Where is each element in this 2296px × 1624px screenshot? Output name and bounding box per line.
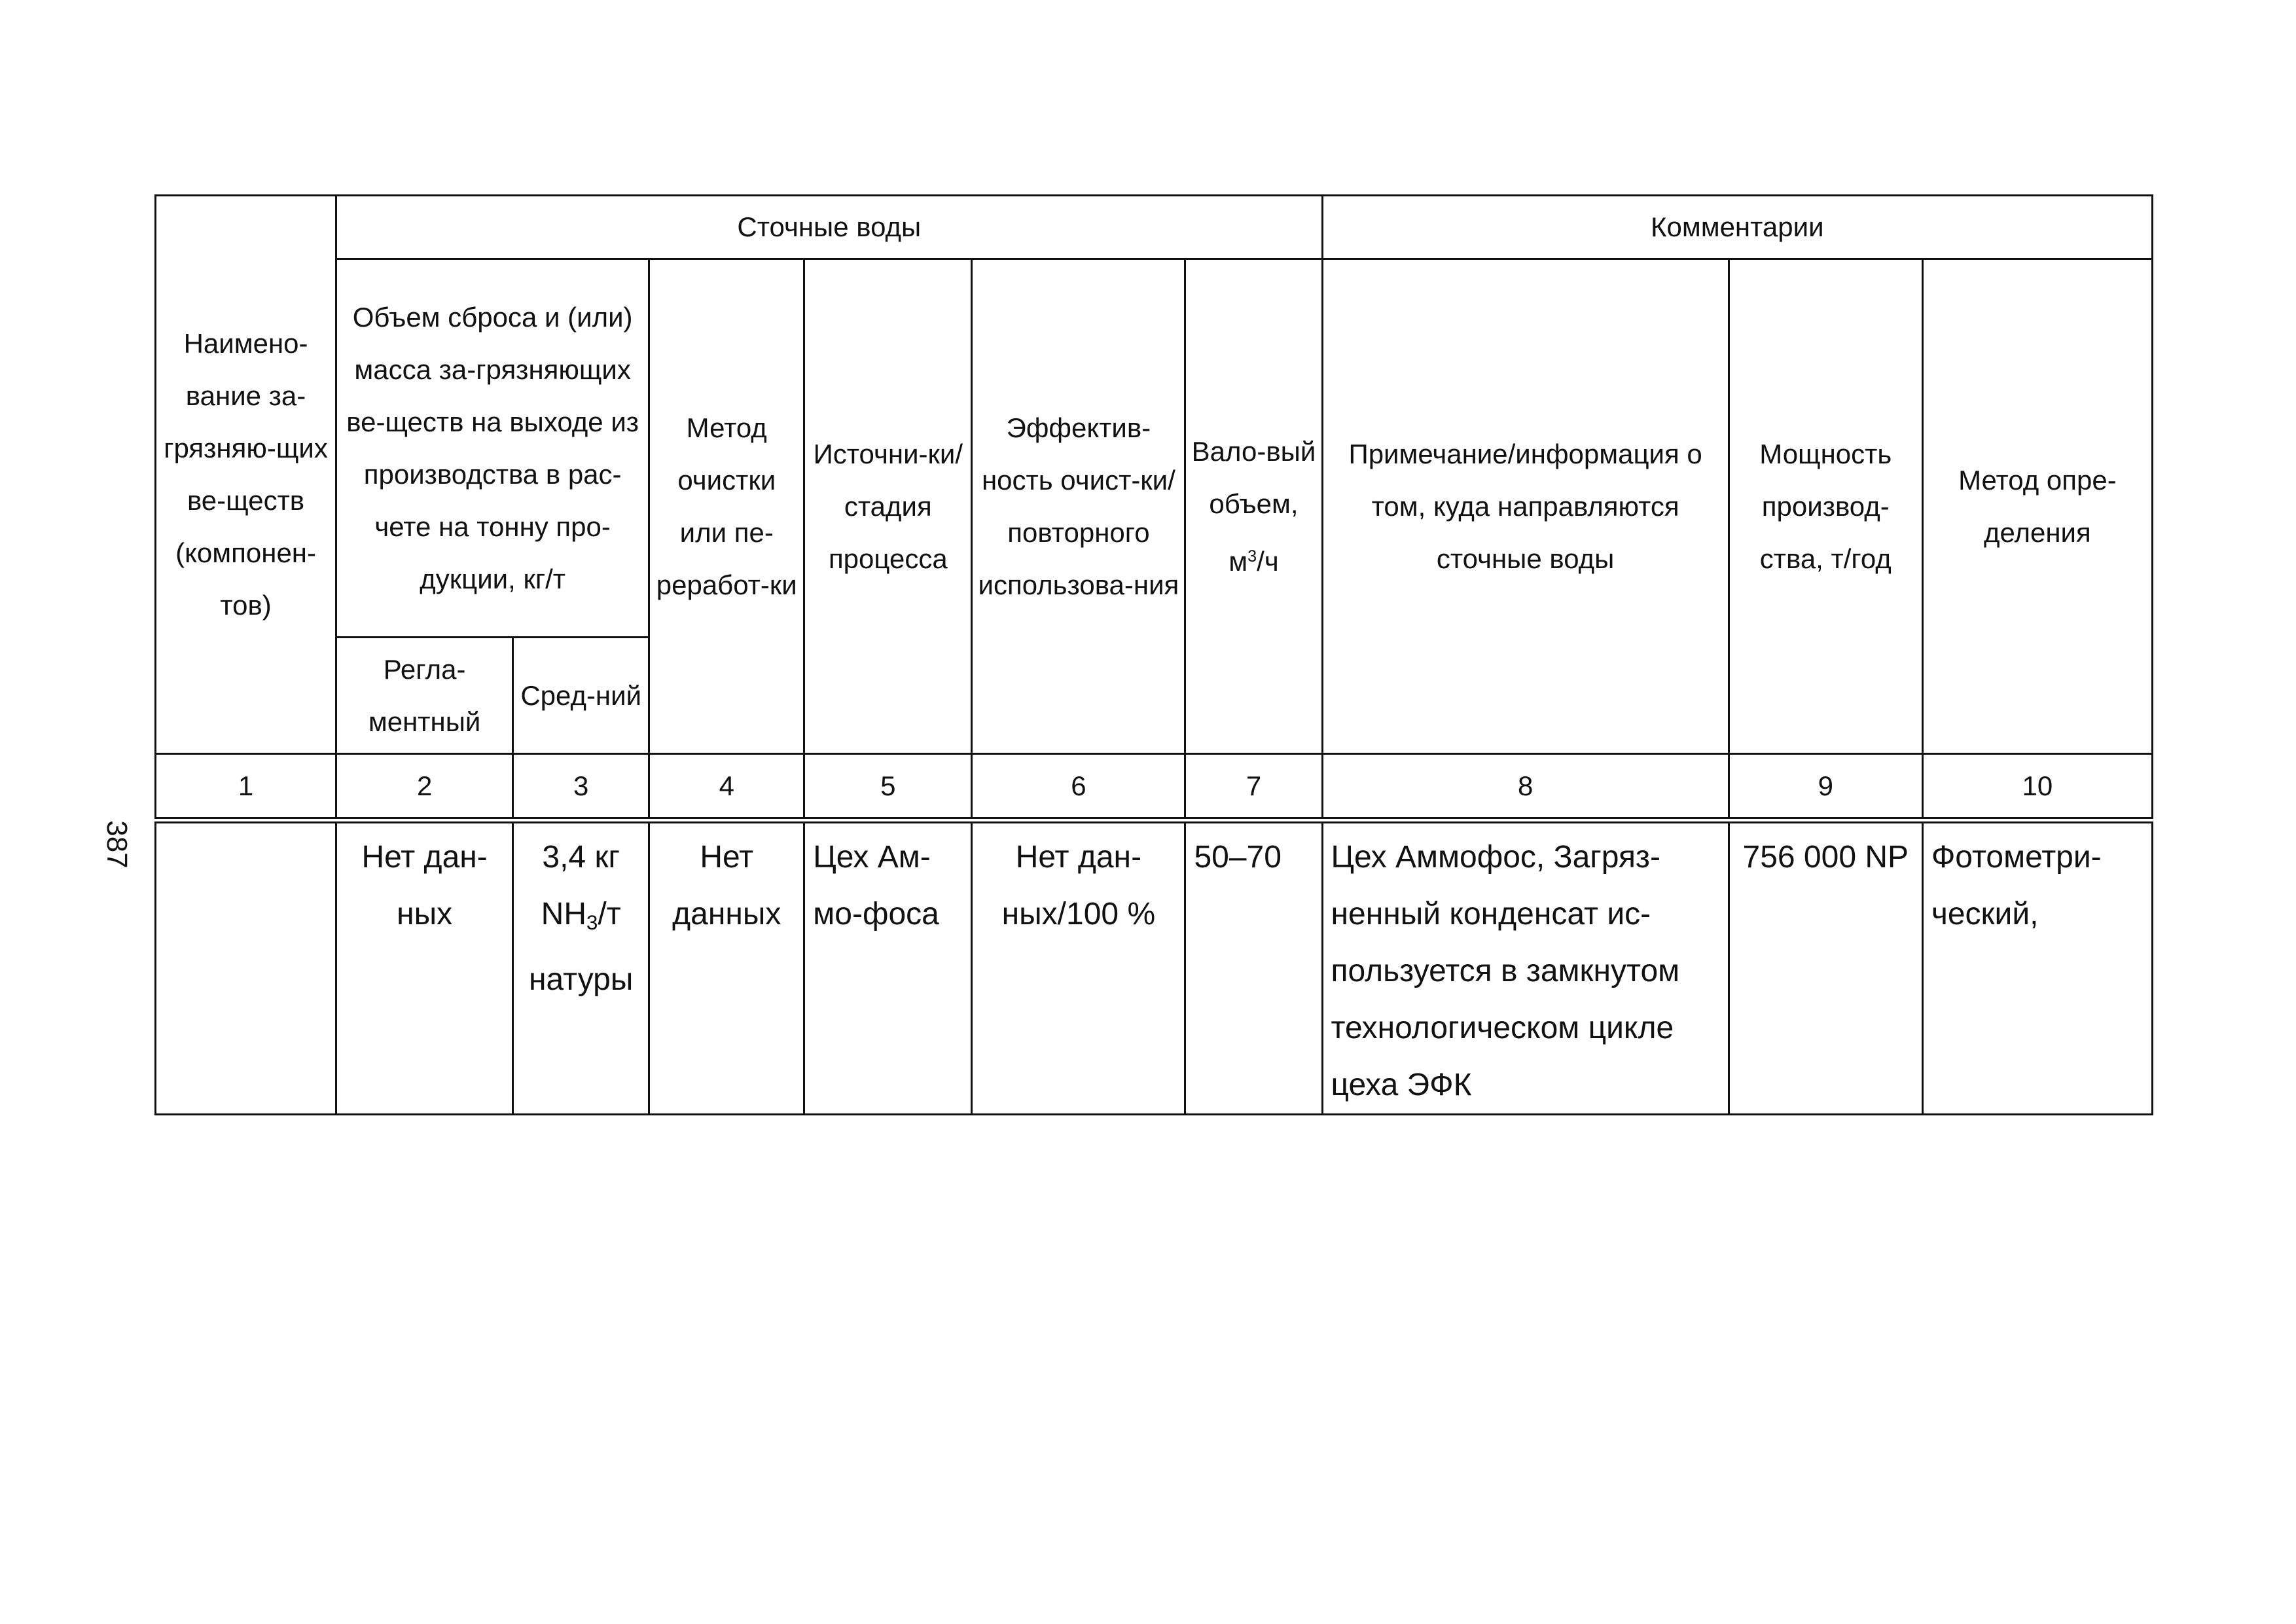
cell-average: 3,4 кг $NH_3/т$ натуры <box>513 820 649 1115</box>
cell-gross-volume: 50–70 <box>1185 820 1322 1115</box>
page-number: 387 <box>101 820 133 869</box>
cell-treatment-method: Нет данных <box>649 820 804 1115</box>
cell-determination-method: Фотометри-ческий, <box>1922 820 2152 1115</box>
column-number: 9 <box>1729 754 1922 821</box>
header-note: Примечание/информация о том, куда направляются сточные воды <box>1322 259 1729 754</box>
column-number: 3 <box>513 754 649 821</box>
group-header-wastewater: Сточные воды <box>336 196 1322 259</box>
column-header-row <box>156 259 2153 638</box>
cell-capacity: 756 000 NP <box>1729 820 1922 1115</box>
header-average: Сред-ний <box>513 638 649 754</box>
wastewater-table <box>154 194 2153 1115</box>
column-number: 5 <box>804 754 972 821</box>
column-number: 2 <box>336 754 513 821</box>
header-efficiency: Эффектив-ность очист-ки/повторного использова-ния <box>972 259 1185 754</box>
column-number-row <box>156 754 2153 821</box>
cell-efficiency: Нет дан-ных/100 % <box>972 820 1185 1115</box>
header-determination-method: Метод опре-деления <box>1922 259 2152 754</box>
column-number: 1 <box>156 754 336 821</box>
header-source-stage: Источни-ки/стадия процесса <box>804 259 972 754</box>
column-number: 10 <box>1922 754 2152 821</box>
column-number: 7 <box>1185 754 1322 821</box>
group-header-row <box>156 196 2153 259</box>
header-treatment-method: Метод очистки или пе-реработ-ки <box>649 259 804 754</box>
header-regulatory: Регла-ментный <box>336 638 513 754</box>
header-gross-volume: Вало-вый объем, $м^3/ч$ <box>1185 259 1322 754</box>
cell-regulatory: Нет дан-ных <box>336 820 513 1115</box>
group-header-comments: Комментарии <box>1322 196 2152 259</box>
header-capacity: Мощность производ-ства, т/год <box>1729 259 1922 754</box>
column-number: 8 <box>1322 754 1729 821</box>
cell-note: Цех Аммофос, Загряз-ненный конденсат ис-пользуется в замкнутом технологическом цикле цеха ЭФК <box>1322 820 1729 1115</box>
header-discharge-volume: Объем сброса и (или) масса за-грязняющих ве-ществ на выходе из производства в рас-чете на тонну про-дукции, кг/т <box>336 259 649 638</box>
cell-pollutant-name <box>156 820 336 1115</box>
header-pollutant-name: Наимено-вание за-грязняю-щих ве-ществ (компонен-тов) <box>156 196 336 754</box>
table-row <box>156 820 2153 1115</box>
cell-source-stage: Цех Ам-мо-фоса <box>804 820 972 1115</box>
column-number: 4 <box>649 754 804 821</box>
column-number: 6 <box>972 754 1185 821</box>
